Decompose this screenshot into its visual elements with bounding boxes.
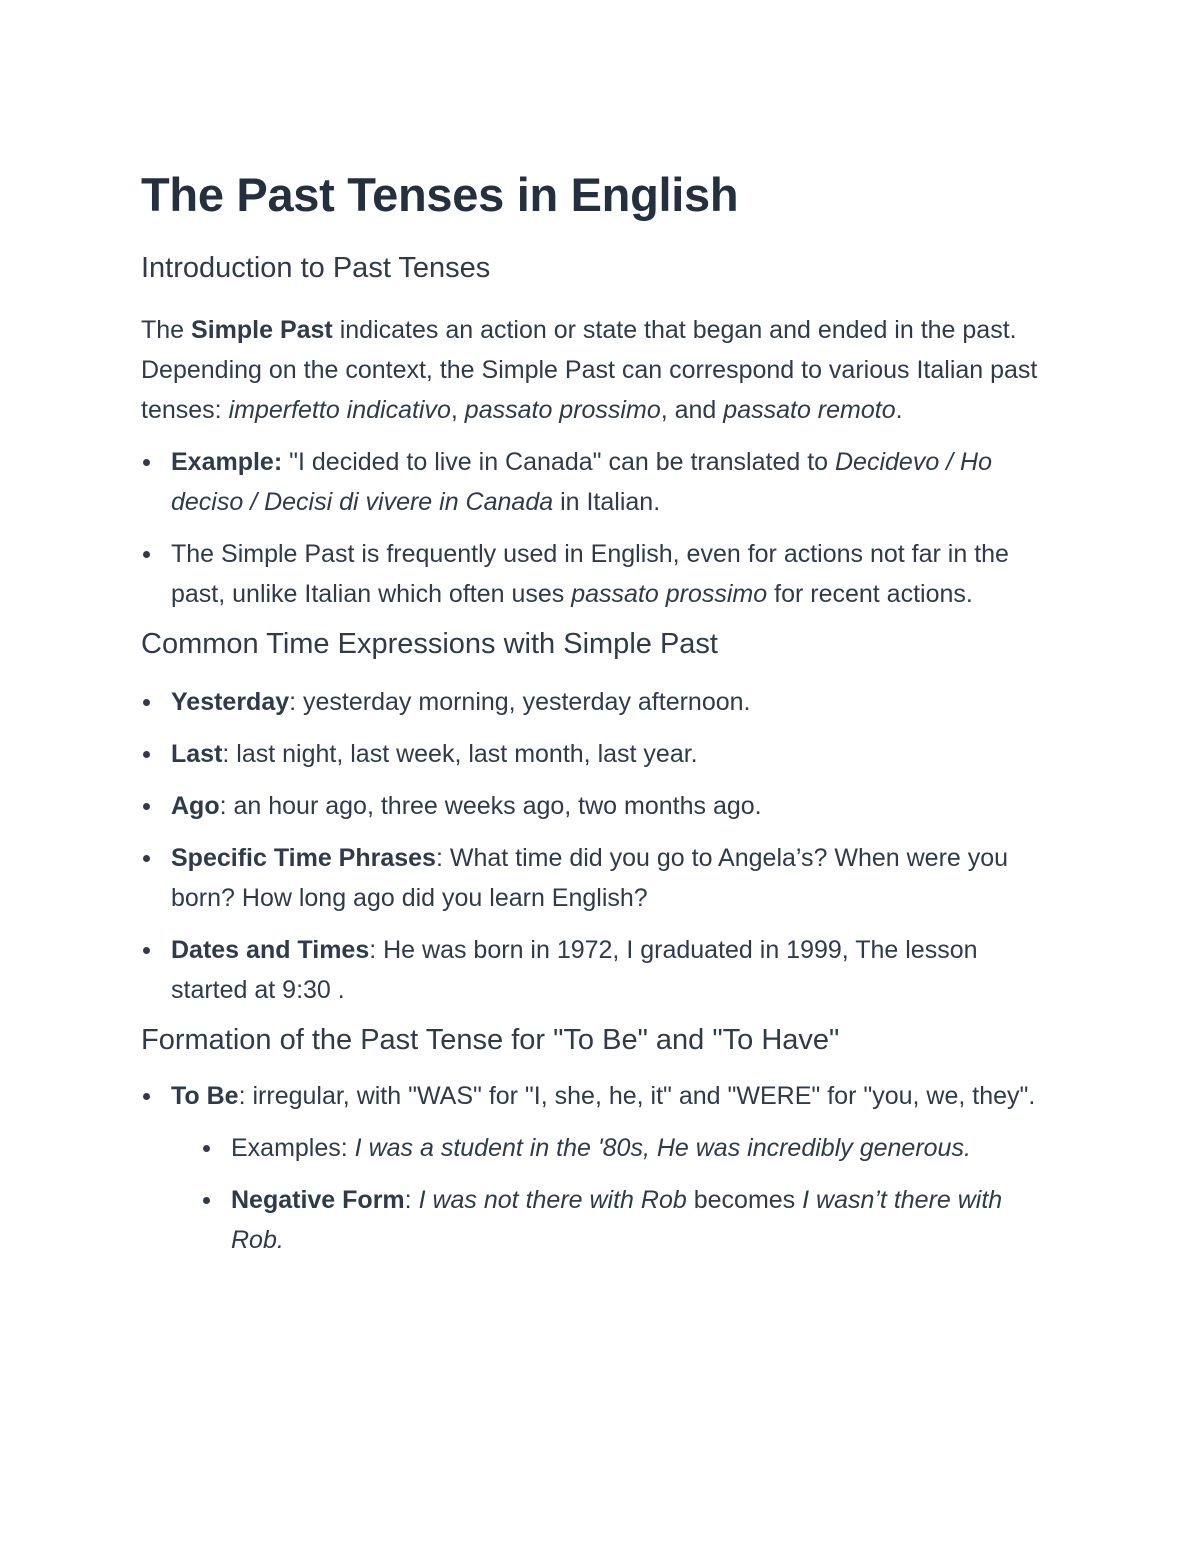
text-run: for recent actions.	[767, 580, 973, 608]
list-item	[141, 786, 1050, 826]
list-item	[141, 734, 1050, 774]
italic-term: Decidevo / Ho deciso / Decisi di vivere in Canada	[171, 448, 993, 516]
time-expressions-list	[141, 682, 1050, 1010]
text-run: : last night, last week, last month, last year.	[222, 740, 698, 768]
list-item-example	[141, 442, 1050, 522]
list-item-to-be	[141, 1076, 1050, 1260]
italic-term: I wasn’t there with Rob.	[231, 1186, 1003, 1254]
text-run: :	[404, 1186, 419, 1214]
bold-label: To Be	[171, 1082, 239, 1110]
bold-label: Last	[171, 740, 223, 768]
bold-label: Dates and Times	[171, 936, 370, 964]
text-run: .	[895, 396, 903, 424]
bold-label: Specific Time Phrases	[171, 844, 436, 872]
list-item	[141, 930, 1050, 1010]
text-run: : irregular, with "WAS" for "I, she, he, it" and "WERE" for "you, we, they".	[238, 1082, 1036, 1110]
text-run: indicates an action or state that began and ended in the past. Depending on the context, the Simple Past can correspond to various Italian past tenses:	[141, 316, 1038, 424]
formation-list	[141, 1076, 1050, 1260]
bold-label: Yesterday	[171, 688, 290, 716]
section-heading-introduction: Introduction to Past Tenses	[141, 252, 491, 284]
text-run: : He was born in 1972, I graduated in 1999, The lesson started at 9:30 .	[171, 936, 978, 1004]
text-run: : yesterday morning, yesterday afternoon.	[289, 688, 751, 716]
bold-label: Example:	[171, 448, 283, 476]
italic-term: imperfetto indicativo	[228, 396, 451, 424]
text-run: : an hour ago, three weeks ago, two months ago.	[219, 792, 762, 820]
italic-term: I was not there with Rob	[418, 1186, 687, 1214]
page-title: The Past Tenses in English	[141, 168, 739, 221]
intro-bullet-list	[141, 442, 1050, 614]
text-run: becomes	[686, 1186, 803, 1214]
sub-list-item-negative-form	[201, 1180, 1050, 1260]
section-heading-time-expressions: Common Time Expressions with Simple Past	[141, 628, 718, 660]
italic-term: passato remoto	[723, 396, 896, 424]
bold-term-simple-past: Simple Past	[191, 316, 333, 344]
bold-label: Ago	[171, 792, 220, 820]
italic-term: passato prossimo	[464, 396, 661, 424]
intro-paragraph	[141, 310, 1050, 430]
italic-term: I was a student in the '80s, He was incredibly generous.	[354, 1134, 971, 1162]
italic-term: passato prossimo	[571, 580, 768, 608]
text-run: , and	[660, 396, 724, 424]
list-item	[141, 838, 1050, 918]
text-run: ,	[450, 396, 465, 424]
text-run: in Italian.	[553, 488, 661, 516]
text-run: The Simple Past is frequently used in English, even for actions not far in the past, unlike Italian which often uses	[171, 540, 1009, 608]
to-be-sub-list	[171, 1128, 1050, 1260]
list-item-usage-note	[141, 534, 1050, 614]
bold-label: Negative Form	[231, 1186, 405, 1214]
sub-list-item-examples	[201, 1128, 1050, 1168]
text-run: The	[141, 316, 192, 344]
list-item	[141, 682, 1050, 722]
text-run: : What time did you go to Angela’s? When were you born? How long ago did you learn English?	[171, 844, 1009, 912]
text-run: Examples:	[231, 1134, 355, 1162]
section-heading-formation: Formation of the Past Tense for "To Be" and "To Have"	[141, 1024, 840, 1056]
text-run: "I decided to live in Canada" can be translated to	[282, 448, 835, 476]
